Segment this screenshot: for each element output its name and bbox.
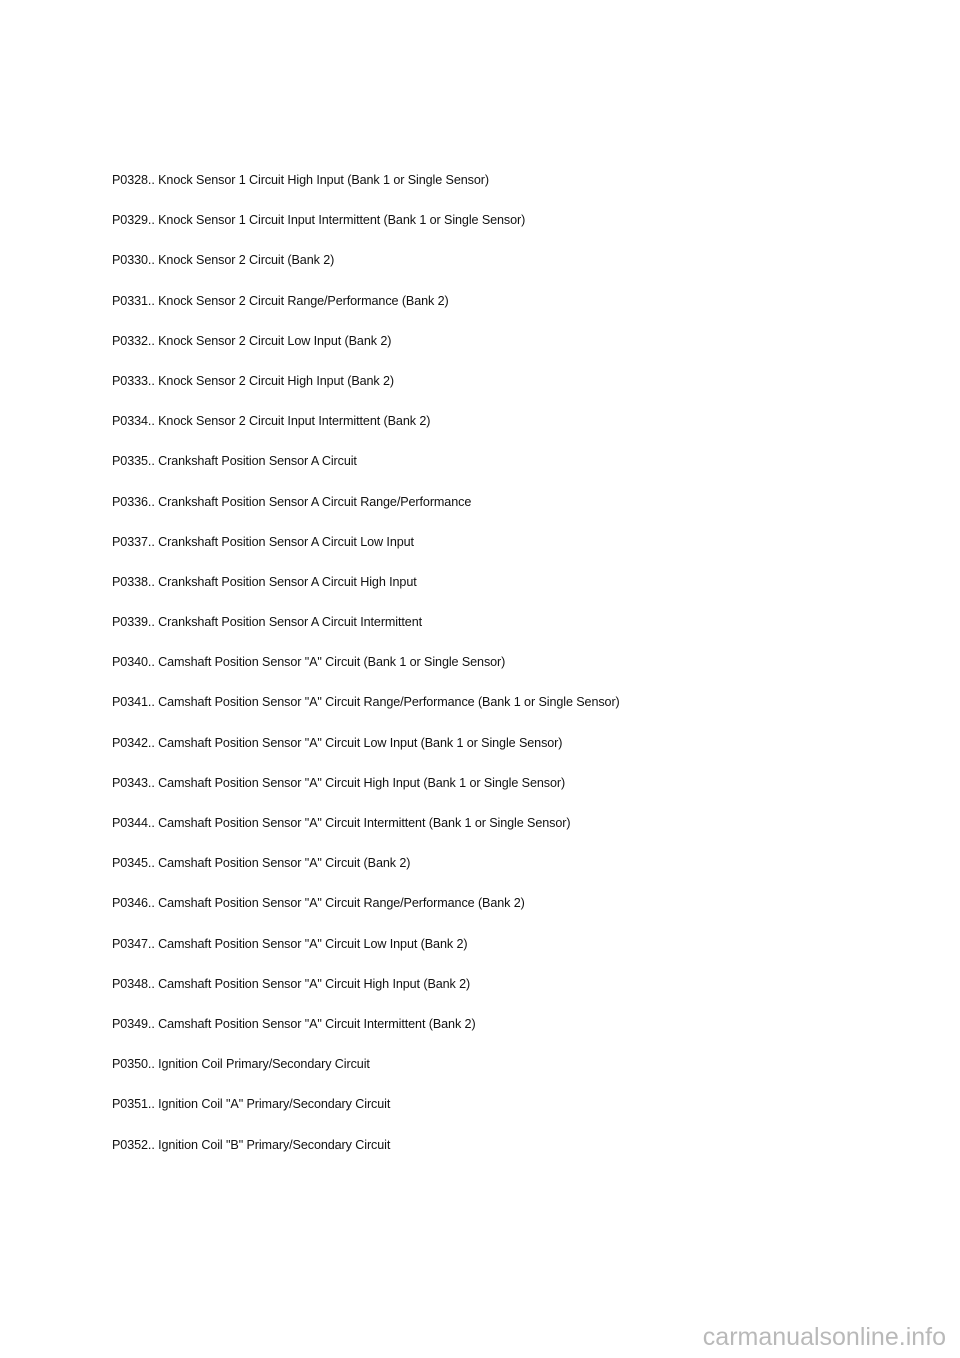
dtc-row	[112, 1094, 912, 1134]
dtc-code: P0340..	[112, 655, 155, 670]
dtc-code: P0343..	[112, 775, 155, 790]
dtc-description: Crankshaft Position Sensor A Circuit High Input	[158, 574, 417, 589]
dtc-code: P0339..	[112, 615, 155, 630]
dtc-description: Camshaft Position Sensor "A" Circuit Low Input (Bank 2)	[158, 936, 468, 951]
dtc-row	[112, 893, 912, 933]
dtc-row	[112, 974, 912, 1014]
dtc-description: Camshaft Position Sensor "A" Circuit Low Input (Bank 1 or Single Sensor)	[158, 735, 563, 750]
dtc-description: Camshaft Position Sensor "A" Circuit Range/Performance (Bank 2)	[158, 896, 525, 911]
dtc-description: Knock Sensor 2 Circuit High Input (Bank 2)	[158, 373, 395, 388]
dtc-row	[112, 1014, 912, 1054]
dtc-code: P0345..	[112, 856, 155, 871]
dtc-row	[112, 773, 912, 813]
dtc-description: Camshaft Position Sensor "A" Circuit (Bank 1 or Single Sensor)	[158, 655, 506, 670]
dtc-row	[112, 250, 912, 290]
dtc-row	[112, 612, 912, 652]
dtc-code: P0347..	[112, 936, 155, 951]
dtc-row	[112, 692, 912, 732]
dtc-code: P0348..	[112, 976, 155, 991]
dtc-row	[112, 451, 912, 491]
dtc-row	[112, 1054, 912, 1094]
dtc-code: P0338..	[112, 574, 155, 589]
dtc-description: Knock Sensor 2 Circuit Input Intermittent (Bank 2)	[158, 414, 431, 429]
watermark: carmanualsonline.info	[702, 1323, 946, 1351]
dtc-row	[112, 291, 912, 331]
dtc-description: Ignition Coil "B" Primary/Secondary Circuit	[158, 1137, 391, 1152]
dtc-description: Crankshaft Position Sensor A Circuit	[158, 454, 357, 469]
dtc-row	[112, 652, 912, 692]
dtc-description: Camshaft Position Sensor "A" Circuit (Bank 2)	[158, 856, 411, 871]
dtc-row	[112, 853, 912, 893]
dtc-description: Crankshaft Position Sensor A Circuit Range/Performance	[158, 494, 472, 509]
dtc-row	[112, 1135, 912, 1175]
dtc-row	[112, 371, 912, 411]
dtc-code: P0335..	[112, 454, 155, 469]
dtc-row	[112, 411, 912, 451]
dtc-row	[112, 733, 912, 773]
dtc-description: Crankshaft Position Sensor A Circuit Intermittent	[158, 615, 423, 630]
dtc-code: P0329..	[112, 213, 155, 228]
dtc-row	[112, 210, 912, 250]
dtc-row	[112, 813, 912, 853]
dtc-row	[112, 532, 912, 572]
dtc-code: P0337..	[112, 534, 155, 549]
dtc-description: Camshaft Position Sensor "A" Circuit Range/Performance (Bank 1 or Single Sensor)	[158, 695, 620, 710]
dtc-code: P0341..	[112, 695, 155, 710]
dtc-code: P0346..	[112, 896, 155, 911]
dtc-description: Crankshaft Position Sensor A Circuit Low Input	[158, 534, 414, 549]
dtc-code: P0330..	[112, 253, 155, 268]
dtc-row	[112, 572, 912, 612]
dtc-description: Knock Sensor 2 Circuit (Bank 2)	[158, 253, 335, 268]
dtc-code: P0352..	[112, 1137, 155, 1152]
dtc-row	[112, 934, 912, 974]
dtc-description: Knock Sensor 2 Circuit Low Input (Bank 2)	[158, 333, 392, 348]
dtc-description: Knock Sensor 1 Circuit Input Intermittent (Bank 1 or Single Sensor)	[158, 213, 526, 228]
dtc-description: Knock Sensor 1 Circuit High Input (Bank 1 or Single Sensor)	[158, 173, 489, 187]
dtc-description: Ignition Coil "A" Primary/Secondary Circuit	[158, 1097, 391, 1112]
dtc-code: P0349..	[112, 1016, 155, 1031]
dtc-code: P0332..	[112, 333, 155, 348]
dtc-row	[112, 170, 912, 210]
dtc-code: P0342..	[112, 735, 155, 750]
dtc-code-list	[112, 170, 912, 1175]
dtc-row	[112, 331, 912, 371]
dtc-description: Camshaft Position Sensor "A" Circuit High Input (Bank 2)	[158, 976, 471, 991]
dtc-description: Ignition Coil Primary/Secondary Circuit	[158, 1057, 370, 1072]
dtc-code: P0351..	[112, 1097, 155, 1112]
dtc-description: Camshaft Position Sensor "A" Circuit High Input (Bank 1 or Single Sensor)	[158, 775, 566, 790]
dtc-description: Camshaft Position Sensor "A" Circuit Intermittent (Bank 1 or Single Sensor)	[158, 816, 571, 830]
dtc-code: P0336..	[112, 494, 155, 509]
dtc-code: P0350..	[112, 1057, 155, 1072]
dtc-row	[112, 492, 912, 532]
dtc-description: Camshaft Position Sensor "A" Circuit Intermittent (Bank 2)	[158, 1016, 476, 1031]
dtc-code: P0333..	[112, 373, 155, 388]
dtc-code: P0334..	[112, 414, 155, 429]
dtc-description: Knock Sensor 2 Circuit Range/Performance (Bank 2)	[158, 293, 449, 308]
dtc-code: P0344..	[112, 816, 155, 830]
dtc-code: P0331..	[112, 293, 155, 308]
dtc-code: P0328..	[112, 173, 155, 187]
